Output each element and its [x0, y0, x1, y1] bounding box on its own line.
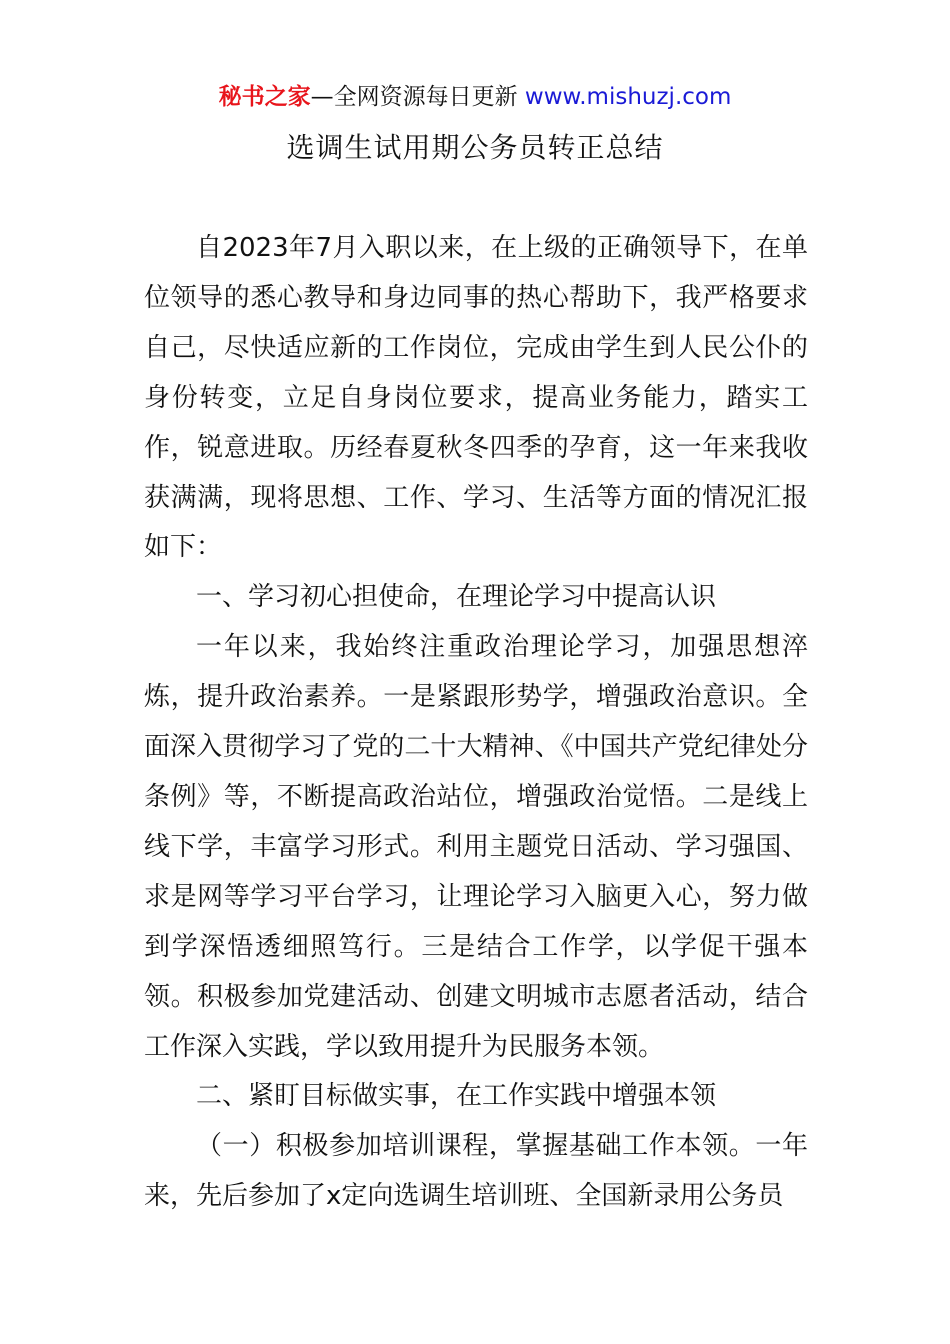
site-header	[0, 80, 950, 114]
site-brand: 秘书之家	[218, 84, 311, 110]
site-url-link[interactable]: www.mishuzj.com	[524, 84, 732, 110]
section-heading-1: 一、学习初心担使命，在理论学习中提高认识	[196, 582, 717, 613]
section-heading-2: 二、紧盯目标做实事，在工作实践中增强本领	[196, 1081, 717, 1112]
document-body	[144, 224, 808, 1222]
document-title: 选调生试用期公务员转正总结	[286, 131, 664, 164]
site-tagline: —全网资源每日更新	[310, 84, 525, 110]
intro-paragraph: 自2023年7月入职以来，在上级的正确领导下，在单位领导的悉心教导和身边同事的热心帮助下，我严格要求自己，尽快适应新的工作岗位，完成由学生到人民公仆的身份转变，立足自身岗位要求，提高业务能力，踏实工作，锐意进取。历经春夏秋冬四季的孕育，这一年来我收获满满，现将思想、工作、学习、生活等方面的情况汇报如下：	[144, 233, 808, 563]
section-1-paragraph: 一年以来，我始终注重政治理论学习，加强思想淬炼，提升政治素养。一是紧跟形势学，增强政治意识。全面深入贯彻学习了党的二十大精神、《中国共产党纪律处分条例》等，不断提高政治站位，增强政治觉悟。二是线上线下学，丰富学习形式。利用主题党日活动、学习强国、求是网等学习平台学习，让理论学习入脑更入心，努力做到学深悟透细照笃行。三是结合工作学，以学促干强本领。积极参加党建活动、创建文明城市志愿者活动，结合工作深入实践，学以致用提升为民服务本领。	[144, 632, 808, 1062]
section-2-paragraph: （一）积极参加培训课程，掌握基础工作本领。一年来，先后参加了x定向选调生培训班、全国新录用公务员	[144, 1131, 808, 1212]
